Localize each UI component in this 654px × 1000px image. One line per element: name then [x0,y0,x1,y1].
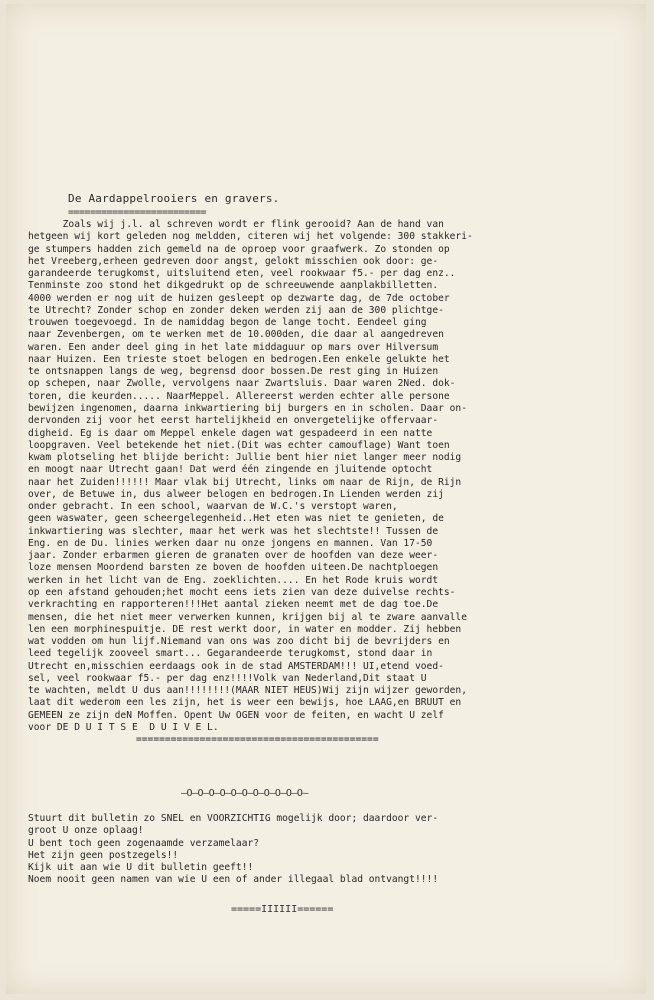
body-line: Utrecht en,misschien eerdaags ook in de stad AMSTERDAM!!! UI,etend voed- [28,660,444,672]
body-line: verkrachting en rapporteren!!!Het aantal zieken neemt met de dag toe.De [28,599,439,611]
body-line: kwam plotseling het blijde bericht: Jullie bent hier niet langer meer nodig [28,452,462,464]
body-line: naar het Zuiden!!!!!! Maar vlak bij Utrecht, links om naar de Rijn, de Rijn [28,476,462,488]
body-line: laat dit wederom een les zijn, het is weer een bewijs, hoe LAAG,en BRUUT en [28,697,462,709]
body-line: dervonden zij voor het eerst hartelijkheid en onvergetelijke offervaar- [28,415,439,427]
body-line: digheid. Eg is daar om Meppel enkele dagen wat gespadeerd in een natte [28,427,433,439]
footer-instructions [28,813,628,887]
body-line: het Vreeberg,erheen gedreven door angst, gelokt misschien ook door: ge- [28,255,439,267]
body-line: sel, veel rookwaar f5.- per dag enz!!!!Volk van Nederland,Dit staat U [28,672,427,684]
body-line: hetgeen wij kort geleden nog meldden, citeren wij het volgende: 300 stakkeri- [28,231,473,243]
body-line: over, de Betuwe in, dus alweer belogen en bedrogen.In Lienden werden zij [28,488,444,500]
body-line: trouwen toegevoegd. In de namiddag begon de lange tocht. Eendeel ging [28,317,427,329]
body-line: inkwartiering was slechter, maar het werk was het slechtste!! Tussen de [28,525,439,537]
footer-line: Stuurt dit bulletin zo SNEL en VOORZICHTIG mogelijk door; daardoor ver- [28,813,439,824]
body-text [28,219,628,746]
body-line: naar Huizen. Een trieste stoet belogen en bedrogen.Een enkele gelukte het [28,353,450,365]
body-line: len een morphinespuitje. DE rest werkt door, in water en modder. Zij hebben [28,623,462,635]
footer-line: Kijk uit aan wie U dit bulletin geeft!! [28,862,254,874]
body-line: ge stumpers hadden zich gemeld na de oproep voor graafwerk. Zo stonden op [28,243,450,255]
body-line: toren, die keurden..... NaarMeppel. Allereerst werden echter alle persone [28,390,450,402]
body-line: Zoals wij j.l. al schreven wordt er flink gerooid? Aan de hand van [28,219,444,230]
body-line: jaar. Zonder erbarmen gieren de granaten over de hoofden van deze weer- [28,550,439,562]
section-separator: —O—O—O—O—O—O—O—O—O—O—O— [181,788,308,799]
body-line: wat vodden om hun lijf.Niemand van ons was zoo dicht bij de bevrijders en [28,636,450,648]
footer-line: Noem nooit geen namen van wie U een of ander illegaal blad ontvangt!!!! [28,874,439,886]
body-line: garandeerde terugkomst, uitsluitend eten, veel rookwaar f5.- per dag enz.. [28,268,456,280]
body-line: Eng. en de Du. linies werken daar nu onze jongens en mannen. Van 17-50 [28,537,433,549]
body-line: te ontsnappen langs de weg, begrensd door bossen.De rest ging in Huizen [28,366,439,378]
body-line: GEMEEN ze zijn deN Moffen. Opent Uw OGEN voor de feiten, en wacht U zelf [28,709,444,721]
body-line: te Utrecht? Zonder schop en zonder deken werden zij aan de 300 plichtge- [28,304,444,316]
title-underline: ========================= [68,207,207,218]
body-line: loze mensen Moordend barsten ze boven de hoofden uiteen.De nachtploegen [28,562,439,574]
body-line: voor DE D U I T S E D U I V E L. [28,721,219,733]
body-line: te wachten, meldt U dus aan!!!!!!!!(MAAR NIET HEUS)Wij zijn wijzer geworden, [28,685,467,697]
footer-line: Het zijn geen postzegels!! [28,849,179,861]
footer-line: groot U onze oplaag! [28,825,144,837]
body-line: loopgraven. Veel betekende het niet.(Dit was echter camouflage) Want toen [28,439,450,451]
body-line: op schepen, naar Zwolle, vervolgens naar Zwartsluis. Daar waren 2Ned. dok- [28,378,456,390]
footer-line: U bent toch geen zogenaamde verzamelaar? [28,837,260,849]
end-mark: =====IIIIII====== [231,904,334,915]
body-line: bewijzen ingenomen, daarna inkwartiering bij burgers en in scholen. Daar on- [28,402,467,414]
body-line: geen waswater, geen scheergelegenheid..Het eten was niet te genieten, de [28,513,444,525]
typewritten-page [6,4,646,994]
body-line: Tenminste zoo stond het dikgedrukt op de schreeuwende aanplakbilletten. [28,280,439,292]
body-line: 4000 werden er nog uit de huizen gesleept op dezwarte dag, de 7de october [28,292,450,304]
body-line: leed tegelijk zooveel smart... Gegarandeerde terugkomst, stond daar in [28,648,433,660]
body-line: en moogt naar Utrecht gaan! Dat werd één zingende en jluitende optocht [28,464,433,476]
body-line: mensen, die het niet meer verwerken kunnen, krijgen bij al te zware aanvalle [28,611,467,623]
body-end-rule: ========================================== [136,734,379,746]
body-line: op een afstand gehouden;het mocht eens iets zien van deze duivelse rechts- [28,586,456,598]
body-line: naar Zevenbergen, om te werken met de 10.000den, die daar al aangedreven [28,329,444,341]
body-line: onder gebracht. In een school, waarvan de W.C.'s verstopt waren, [28,501,398,513]
document-title: De Aardappelrooiers en gravers. [68,192,280,205]
body-line: werken in het licht van de Eng. zoeklichten.... En het Rode kruis wordt [28,574,439,586]
body-line: waren. Een ander deel ging in het late middaguur op mars over Hilversum [28,341,439,353]
